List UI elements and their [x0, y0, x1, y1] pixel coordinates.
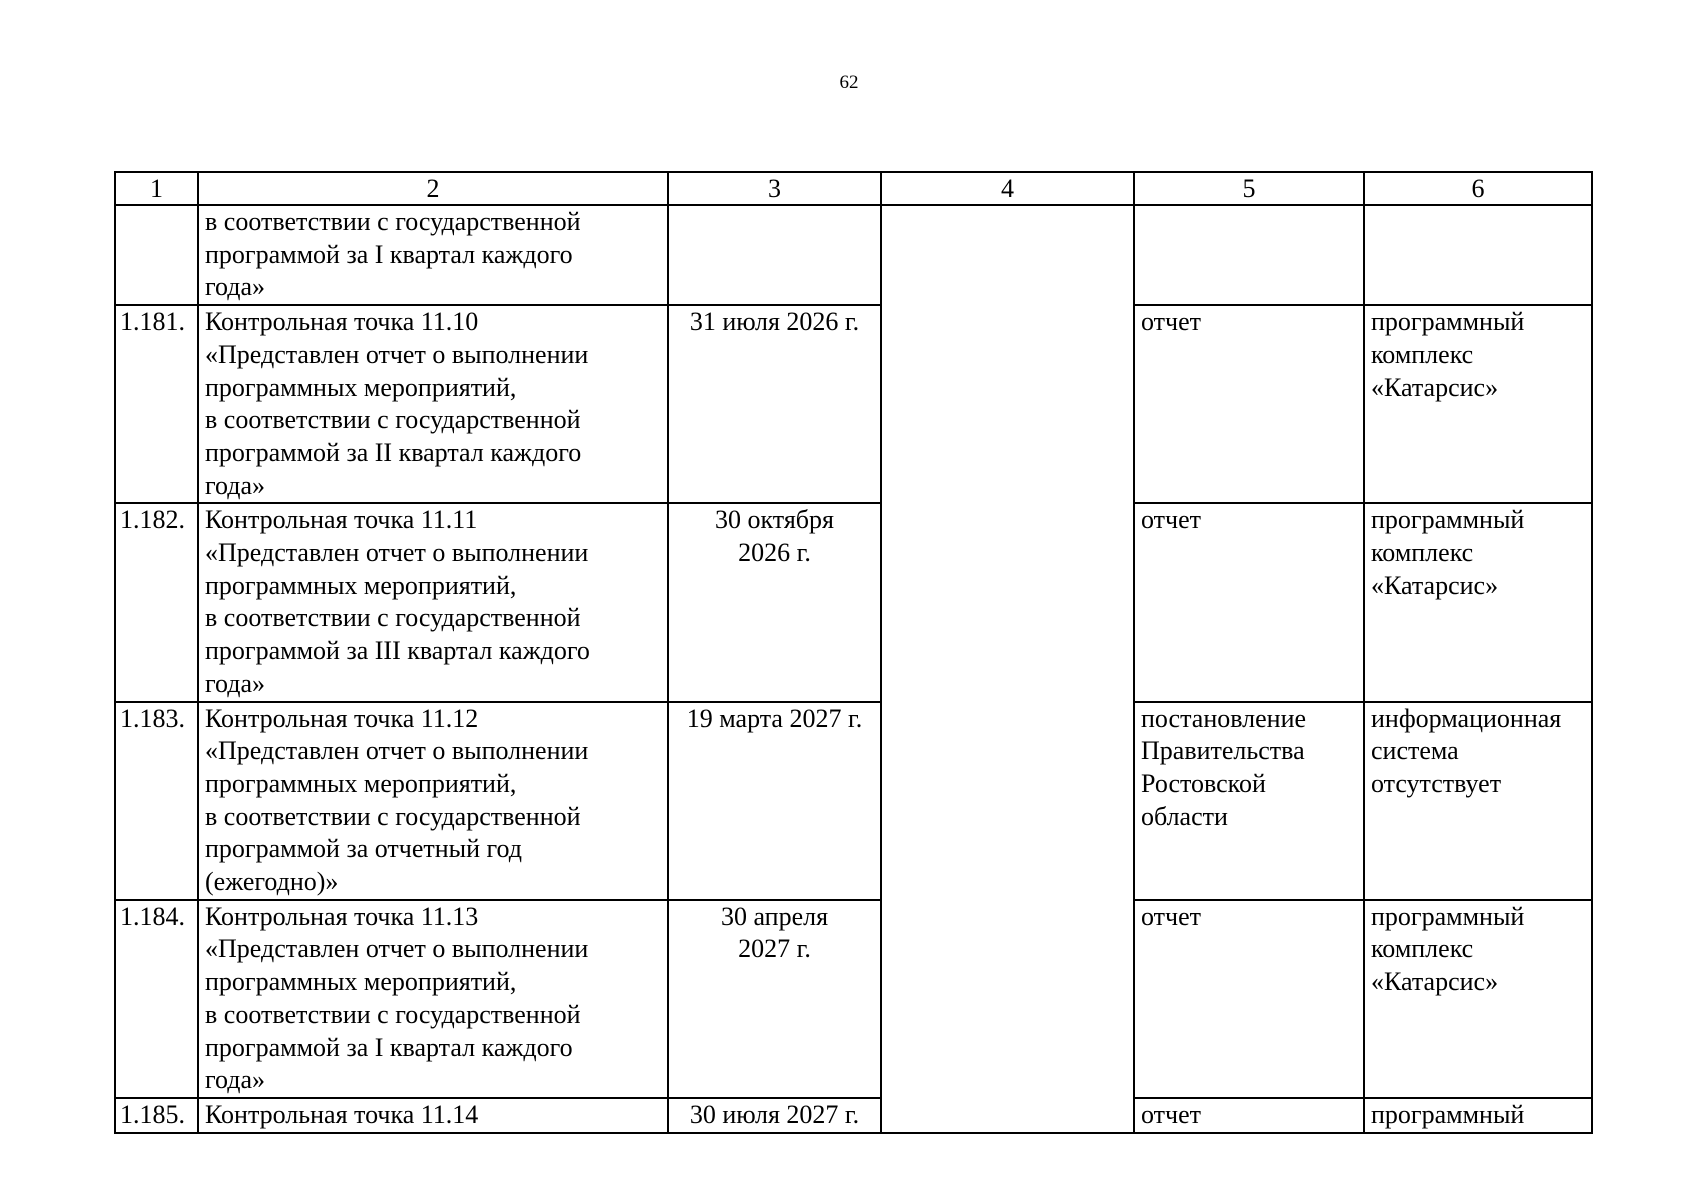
table-row — [115, 1098, 1592, 1133]
date-cell — [668, 702, 881, 900]
column-header: 5 — [1134, 172, 1364, 205]
description-cell — [198, 1098, 668, 1133]
description-cell — [198, 305, 668, 503]
row-number-cell: 1.183. — [115, 702, 198, 900]
cell-line: программных мероприятий, — [205, 570, 517, 600]
cell-line: года» — [205, 470, 266, 500]
cell-line: (ежегодно)» — [205, 867, 339, 897]
table-row — [115, 205, 1592, 305]
system-cell — [1364, 900, 1592, 1098]
cell-line: отсутствует — [1371, 768, 1502, 798]
date-cell — [668, 205, 881, 305]
cell-line: «Представлен отчет о выполнении — [205, 339, 589, 369]
cell-line: в соответствии с государственной — [205, 405, 581, 435]
cell-line: Контрольная точка 11.11 — [205, 505, 478, 535]
cell-line: 2026 г. — [738, 538, 811, 568]
cell-line: Правительства — [1141, 736, 1305, 766]
system-cell — [1364, 1098, 1592, 1133]
cell-line: года» — [205, 272, 266, 302]
cell-line: в соответствии с государственной — [205, 801, 581, 831]
column-header: 1 — [115, 172, 198, 205]
row-number-cell: 1.181. — [115, 305, 198, 503]
row-number-cell: 1.184. — [115, 900, 198, 1098]
cell-line: программой за I квартал каждого — [205, 1032, 573, 1062]
cell-line: в соответствии с государственной — [205, 603, 581, 633]
cell-line: программой за II квартал каждого — [205, 437, 582, 467]
cell-line: года» — [205, 668, 266, 698]
cell-line: в соответствии с государственной — [205, 207, 581, 236]
cell-line: 30 июля 2027 г. — [689, 1099, 860, 1129]
page-number: 62 — [839, 72, 859, 93]
cell-line: «Катарсис» — [1371, 967, 1499, 997]
document-cell — [1134, 1098, 1364, 1133]
cell-line: программный — [1371, 1099, 1525, 1129]
column-header: 2 — [198, 172, 668, 205]
system-cell — [1364, 702, 1592, 900]
cell-line: «Представлен отчет о выполнении — [205, 538, 589, 568]
cell-line: программой за отчетный год — [205, 834, 523, 864]
column-header: 4 — [881, 172, 1134, 205]
column-header: 6 — [1364, 172, 1592, 205]
row-number-cell — [115, 205, 198, 305]
system-cell — [1364, 305, 1592, 503]
system-cell — [1364, 503, 1592, 701]
cell-line: программой за III квартал каждого — [205, 636, 590, 666]
table-row — [115, 305, 1592, 503]
date-cell — [668, 1098, 881, 1133]
cell-line: программный — [1371, 901, 1525, 931]
cell-line: комплекс — [1371, 538, 1474, 568]
table-row — [115, 503, 1592, 701]
table-header-row — [115, 172, 1592, 205]
cell-line: отчет — [1141, 505, 1201, 535]
date-cell — [668, 305, 881, 503]
document-cell — [1134, 900, 1364, 1098]
table-row — [115, 702, 1592, 900]
cell-line: Контрольная точка 11.12 — [205, 703, 479, 733]
description-cell — [198, 702, 668, 900]
responsible-cell-merged — [881, 205, 1134, 1133]
document-cell — [1134, 305, 1364, 503]
cell-line: Контрольная точка 11.10 — [205, 307, 479, 337]
cell-line: 30 октября — [715, 505, 834, 535]
description-cell — [198, 503, 668, 701]
cell-line: отчет — [1141, 1099, 1201, 1129]
cell-line: программных мероприятий, — [205, 967, 517, 997]
date-cell — [668, 503, 881, 701]
document-cell — [1134, 503, 1364, 701]
date-cell — [668, 900, 881, 1098]
cell-line: года» — [205, 1065, 266, 1095]
cell-line: «Представлен отчет о выполнении — [205, 736, 589, 766]
cell-line: 31 июля 2026 г. — [689, 307, 860, 337]
cell-line: постановление — [1141, 703, 1307, 733]
cell-line: Ростовской — [1141, 768, 1266, 798]
cell-line: «Представлен отчет о выполнении — [205, 934, 589, 964]
cell-line: комплекс — [1371, 934, 1474, 964]
cell-line: «Катарсис» — [1371, 570, 1499, 600]
cell-line: программой за I квартал каждого — [205, 239, 573, 269]
cell-line: Контрольная точка 11.14 — [205, 1099, 479, 1129]
cell-line: 2027 г. — [738, 934, 811, 964]
table-row — [115, 900, 1592, 1098]
cell-line: программных мероприятий, — [205, 372, 517, 402]
cell-line: комплекс — [1371, 339, 1474, 369]
row-number-cell: 1.182. — [115, 503, 198, 701]
cell-line: информационная — [1371, 703, 1562, 733]
control-points-table — [114, 171, 1593, 1134]
system-cell — [1364, 205, 1592, 305]
cell-line: 30 апреля — [720, 901, 829, 931]
cell-line: программных мероприятий, — [205, 768, 517, 798]
cell-line: программный — [1371, 307, 1525, 337]
document-cell — [1134, 702, 1364, 900]
cell-line: отчет — [1141, 901, 1201, 931]
description-cell — [198, 205, 668, 305]
cell-line: в соответствии с государственной — [205, 999, 581, 1029]
document-cell — [1134, 205, 1364, 305]
cell-line: области — [1141, 801, 1228, 831]
cell-line: «Катарсис» — [1371, 372, 1499, 402]
cell-line: Контрольная точка 11.13 — [205, 901, 479, 931]
column-header: 3 — [668, 172, 881, 205]
row-number-cell: 1.185. — [115, 1098, 198, 1133]
cell-line: отчет — [1141, 307, 1201, 337]
cell-line: 19 марта 2027 г. — [686, 703, 863, 733]
cell-line: программный — [1371, 505, 1525, 535]
cell-line: система — [1371, 736, 1459, 766]
description-cell — [198, 900, 668, 1098]
